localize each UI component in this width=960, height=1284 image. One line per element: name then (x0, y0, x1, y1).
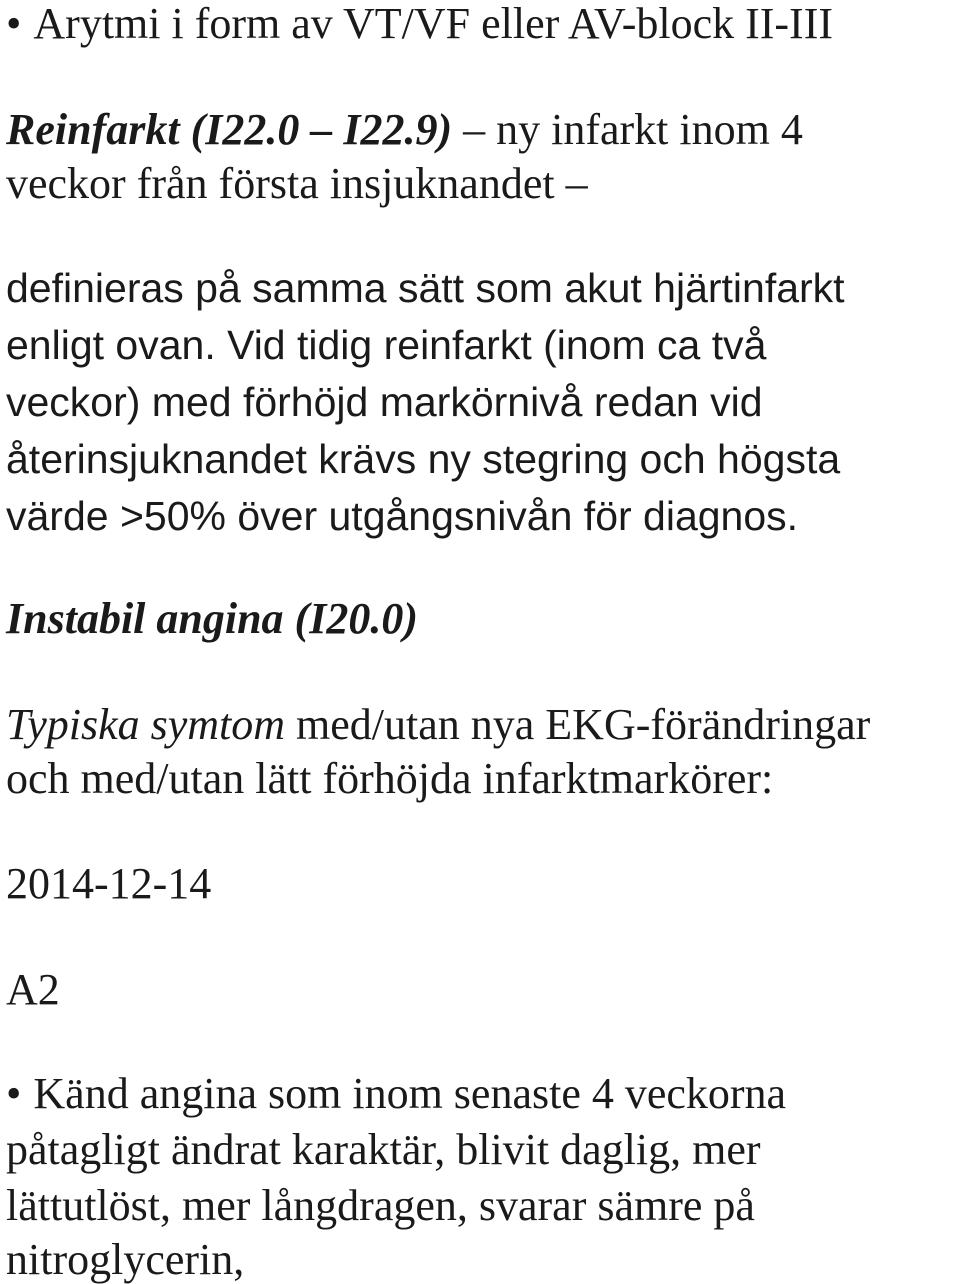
date-footer: 2014-12-14 (6, 859, 212, 908)
bullet-item-arytmi (6, 2, 833, 46)
typiska-symtom-line (6, 700, 871, 749)
text-line: enligt ovan. Vid tidig reinfarkt (inom ca två (6, 322, 767, 368)
instabil-angina-heading: Instabil angina (I20.0) (6, 594, 418, 643)
reinfarkt-heading: Reinfarkt (I22.0 – I22.9) (6, 105, 453, 154)
kand-angina-text: Känd angina som inom senaste 4 veckorna (33, 1069, 787, 1118)
text-line: återinsjuknandet krävs ny stegring och högsta (6, 436, 841, 482)
text-line: veckor från första insjuknandet – (6, 159, 588, 208)
bullet-item-kand-angina (6, 1069, 787, 1118)
text-line: lättutlöst, mer långdragen, svarar sämre på (6, 1181, 755, 1230)
arytmi-text: Arytmi i form av VT/VF eller AV-block II-III (33, 0, 834, 48)
typiska-symtom-label: Typiska symtom (6, 700, 286, 749)
text-line: och med/utan lätt förhöjda infarktmarkörer: (6, 754, 774, 803)
text-line: värde >50% över utgångsnivån för diagnos. (6, 493, 799, 539)
reinfarkt-intro: – ny infarkt inom 4 (452, 105, 803, 154)
bullet-icon: • (6, 0, 22, 48)
text-line: nitroglycerin, (6, 1235, 245, 1284)
text-line: veckor) med förhöjd markörnivå redan vid (6, 379, 763, 425)
bullet-icon: • (6, 1069, 22, 1118)
text-line: definieras på samma sätt som akut hjärtinfarkt (6, 265, 845, 311)
typiska-symtom-text: med/utan nya EKG-förändringar (285, 700, 871, 749)
text-line: påtagligt ändrat karaktär, blivit daglig, mer (6, 1125, 761, 1174)
page-number: A2 (6, 965, 60, 1014)
reinfarkt-heading-line (6, 105, 803, 154)
